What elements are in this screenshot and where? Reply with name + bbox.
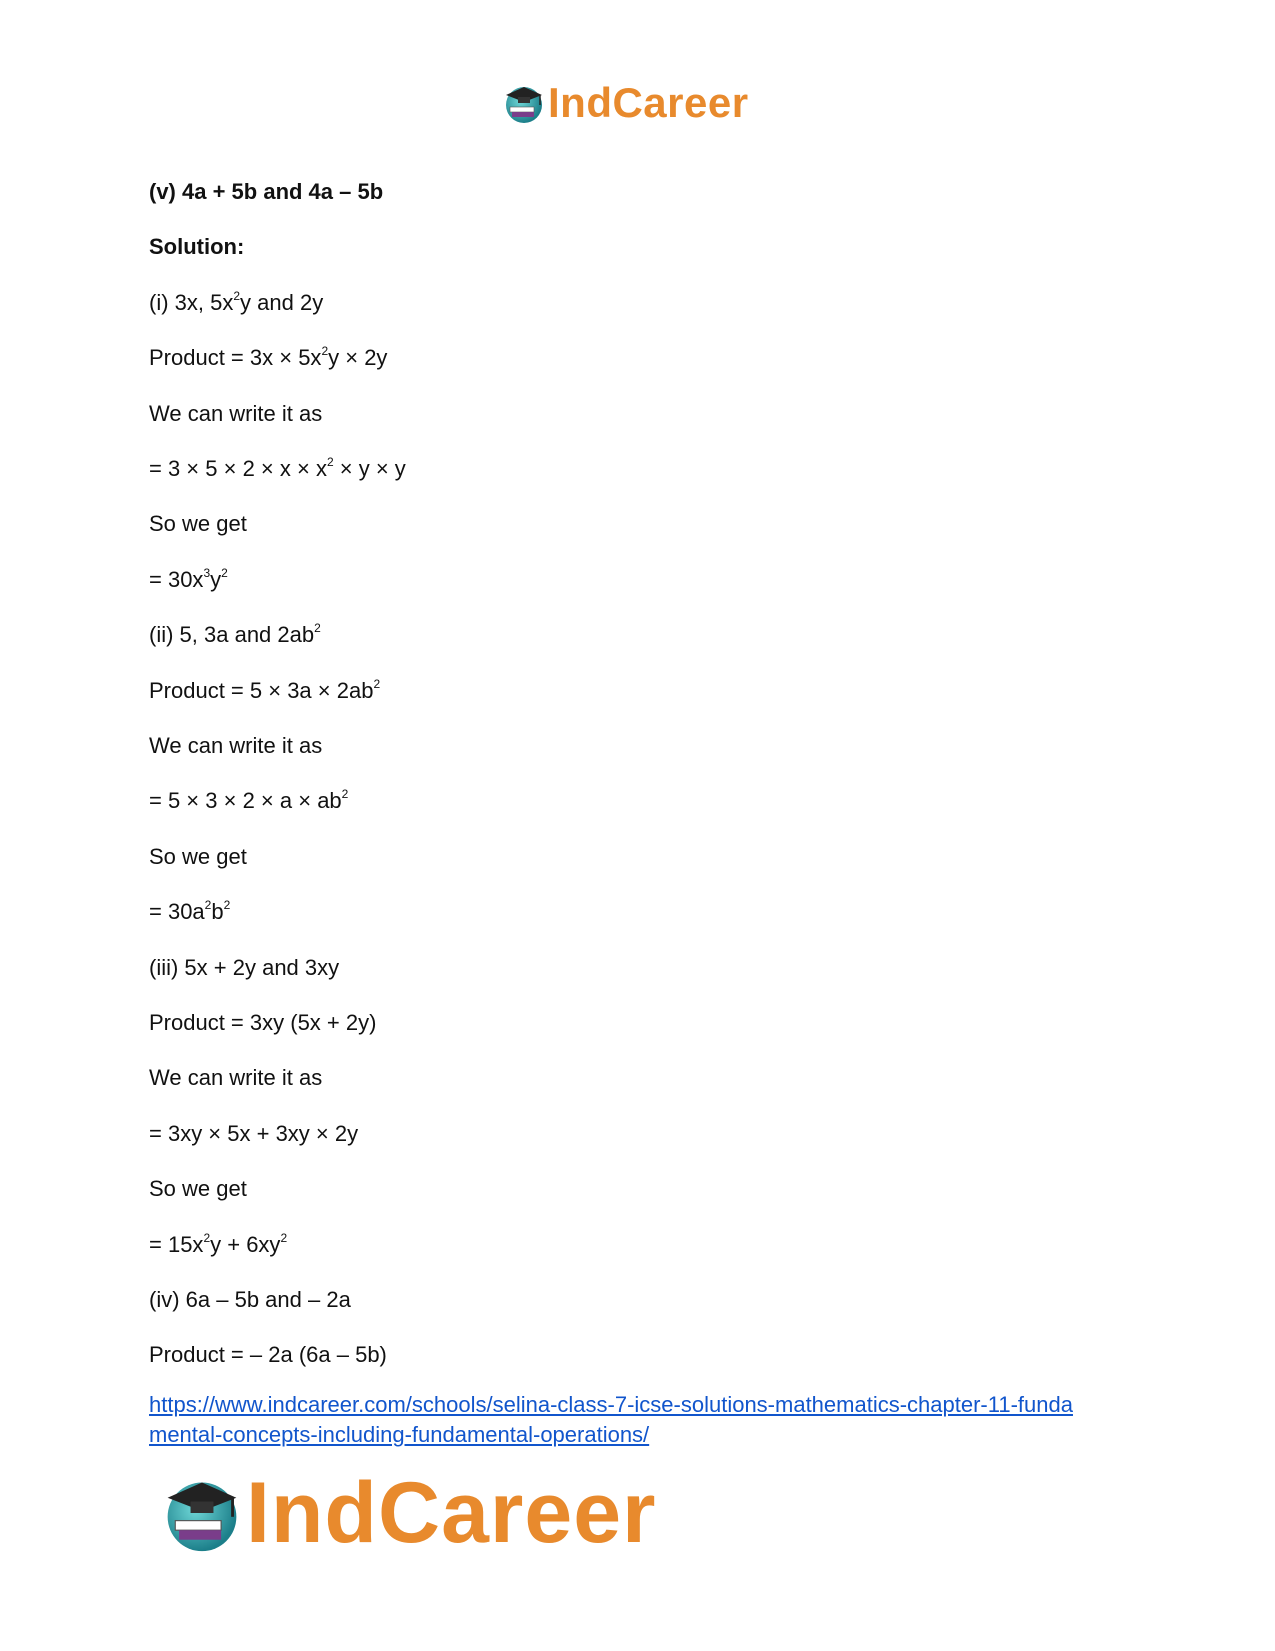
text-segment: = 15x [149, 1232, 204, 1257]
text-segment: = 5 × 3 × 2 × a × ab [149, 788, 342, 813]
text-segment: So we get [149, 511, 247, 536]
text-line [149, 733, 322, 759]
superscript: 2 [221, 565, 228, 580]
footer-logo [160, 1465, 657, 1560]
text-segment: Product = 3x × 5x [149, 345, 322, 370]
superscript: 2 [223, 897, 231, 912]
superscript: 2 [321, 343, 329, 358]
text-segment: = 30x [149, 567, 204, 592]
text-line [149, 234, 244, 260]
text-segment: Product = 5 × 3a × 2ab [149, 678, 374, 703]
superscript: 2 [280, 1230, 288, 1245]
text-segment: (iv) 6a – 5b and – 2a [149, 1287, 351, 1312]
text-segment: y and 2y [240, 290, 324, 315]
text-line [149, 290, 323, 316]
text-segment: (iii) 5x + 2y and 3xy [149, 955, 340, 980]
text-segment: So we get [149, 1176, 247, 1201]
text-segment: (ii) 5, 3a and 2ab [149, 622, 315, 647]
text-line [149, 899, 230, 925]
text-line [149, 1121, 358, 1147]
text-segment: × y × y [333, 456, 406, 481]
text-segment: y [210, 567, 222, 592]
text-line [149, 179, 383, 205]
header-logo [502, 78, 749, 128]
header-logo-text: IndCareer [548, 79, 749, 126]
text-line [149, 1065, 322, 1091]
text-line [149, 456, 406, 482]
superscript: 2 [373, 676, 381, 691]
text-segment: Solution: [149, 234, 245, 259]
text-line [149, 1232, 287, 1258]
text-segment: = 3xy × 5x + 3xy × 2y [149, 1121, 359, 1146]
text-segment: (v) 4a + 5b and 4a – 5b [149, 179, 384, 204]
text-segment: Product = 3xy (5x + 2y) [149, 1010, 377, 1035]
text-line [149, 567, 228, 593]
text-segment: y + 6xy [210, 1232, 281, 1257]
superscript: 2 [341, 786, 349, 801]
text-line [149, 955, 339, 981]
text-segment: y × 2y [328, 345, 388, 370]
superscript: 2 [203, 1230, 211, 1245]
text-line [149, 844, 247, 870]
graduation-cap-globe-icon [160, 1471, 244, 1555]
text-segment: Product = – 2a (6a – 5b) [149, 1342, 387, 1367]
text-segment: We can write it as [149, 733, 323, 758]
source-link-line-2[interactable]: mental-concepts-including-fundamental-operations/ [149, 1422, 650, 1447]
graduation-cap-globe-icon [502, 81, 546, 125]
text-line [149, 622, 321, 648]
superscript: 2 [326, 454, 334, 469]
text-line [149, 788, 348, 814]
text-segment: b [211, 899, 224, 924]
superscript: 3 [203, 565, 211, 580]
text-line [149, 1342, 387, 1368]
text-line [149, 1287, 351, 1313]
footer-logo-text: IndCareer [246, 1464, 657, 1561]
text-segment: So we get [149, 844, 247, 869]
text-line [149, 345, 387, 371]
source-link[interactable] [149, 1390, 1129, 1450]
text-line [149, 401, 322, 427]
text-segment: = 30a [149, 899, 205, 924]
text-line [149, 511, 247, 537]
text-segment: We can write it as [149, 1065, 323, 1090]
text-line [149, 1010, 376, 1036]
text-line [149, 678, 380, 704]
source-link-line-1[interactable]: https://www.indcareer.com/schools/selina-class-7-icse-solutions-mathematics-chapter-11-funda [149, 1392, 1073, 1417]
text-line [149, 1176, 247, 1202]
superscript: 2 [204, 897, 212, 912]
superscript: 2 [314, 620, 321, 635]
superscript: 2 [233, 288, 241, 303]
text-segment: = 3 × 5 × 2 × x × x [149, 456, 327, 481]
text-segment: We can write it as [149, 401, 323, 426]
text-segment: (i) 3x, 5x [149, 290, 234, 315]
